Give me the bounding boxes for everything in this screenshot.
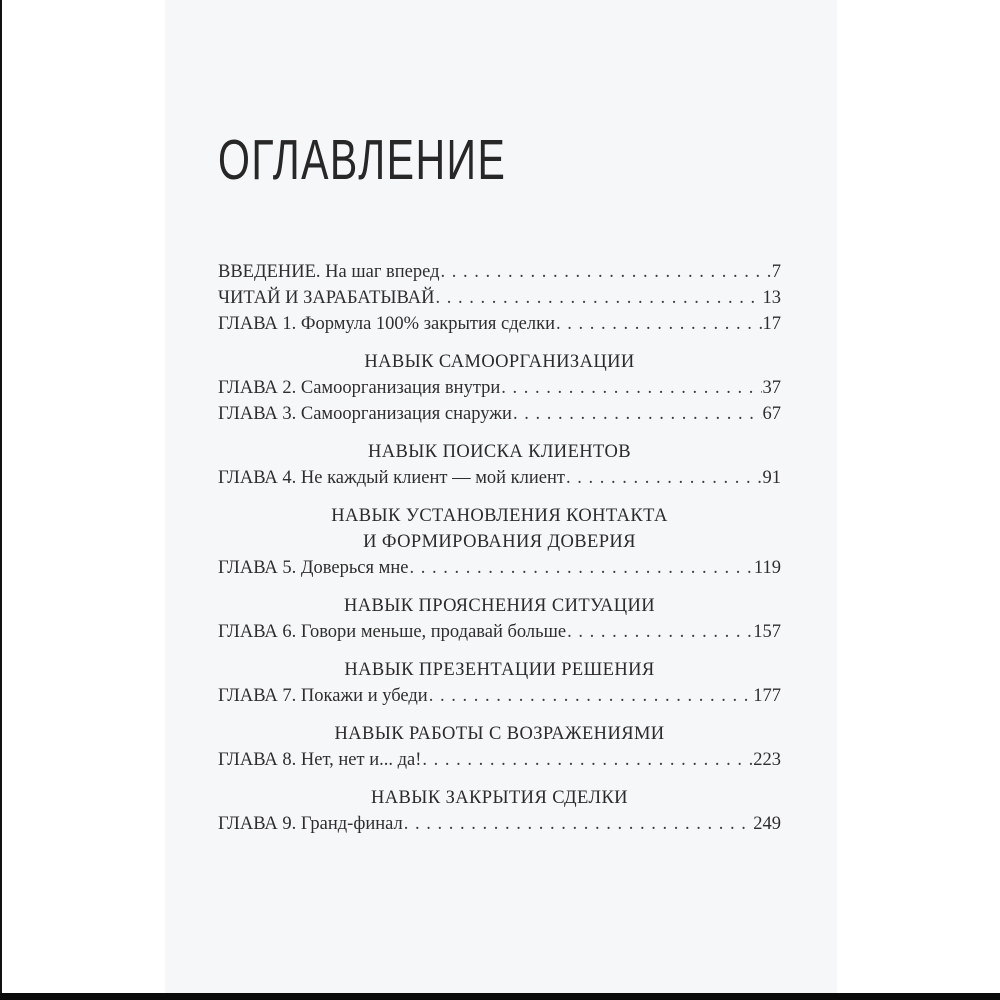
- page-title: ОГЛАВЛЕНИЕ: [218, 128, 507, 192]
- toc-entry-page-number: 177: [753, 686, 781, 706]
- toc-entry: [218, 555, 781, 581]
- toc-section-header-line: И ФОРМИРОВАНИЯ ДОВЕРИЯ: [363, 532, 636, 552]
- toc-entry-label: ГЛАВА 8. Нет, нет и... да!: [218, 750, 422, 770]
- toc-entry: [218, 683, 781, 709]
- toc-section-header-line: НАВЫК УСТАНОВЛЕНИЯ КОНТАКТА: [331, 506, 668, 526]
- book-page: [165, 0, 837, 993]
- bottom-black-bar: [0, 993, 1000, 1000]
- toc-entry: [218, 747, 781, 773]
- toc-entry-label: ЧИТАЙ И ЗАРАБАТЫВАЙ: [218, 288, 435, 308]
- toc-entry: [218, 311, 781, 337]
- toc-entry-page-number: 223: [753, 750, 781, 770]
- toc-list: [218, 259, 781, 837]
- toc-entry-label: ГЛАВА 4. Не каждый клиент — мой клиент: [218, 468, 566, 488]
- toc-entry-page-number: 249: [753, 814, 781, 834]
- toc-section-header-line: НАВЫК РАБОТЫ С ВОЗРАЖЕНИЯМИ: [334, 724, 665, 744]
- toc-entry: [218, 619, 781, 645]
- toc-entry-page-number: 157: [753, 622, 781, 642]
- leader-dots: [501, 375, 761, 401]
- toc-section-header-line: НАВЫК ПОИСКА КЛИЕНТОВ: [368, 442, 631, 462]
- toc-section-header: [218, 503, 781, 555]
- toc-entry: [218, 465, 781, 491]
- toc-section-header: [218, 785, 781, 811]
- toc-section-header-line: НАВЫК ПРЕЗЕНТАЦИИ РЕШЕНИЯ: [344, 660, 655, 680]
- toc-section-header-line: НАВЫК ЗАКРЫТИЯ СДЕЛКИ: [371, 788, 628, 808]
- toc-section-header: [218, 349, 781, 375]
- toc-entry: [218, 375, 781, 401]
- toc-entry: [218, 259, 781, 285]
- leader-dots: [422, 747, 752, 773]
- toc-section-header: [218, 657, 781, 683]
- left-edge-line: [0, 0, 2, 1000]
- toc-entry-page-number: 119: [753, 558, 781, 578]
- toc-entry-page-number: 67: [762, 404, 781, 424]
- toc-entry-page-number: 7: [771, 262, 781, 282]
- toc-section-header: [218, 593, 781, 619]
- toc-entry: [218, 285, 781, 311]
- toc-entry-label: ГЛАВА 3. Самоорганизация снаружи: [218, 404, 512, 424]
- leader-dots: [429, 683, 753, 709]
- leader-dots: [409, 555, 752, 581]
- toc-entry-label: ГЛАВА 9. Гранд-финал: [218, 814, 403, 834]
- leader-dots: [441, 259, 771, 285]
- toc-entry-label: ГЛАВА 7. Покажи и убеди: [218, 686, 428, 706]
- leader-dots: [556, 311, 762, 337]
- toc-section-header-line: НАВЫК САМООРГАНИЗАЦИИ: [364, 352, 635, 372]
- toc-entry-label: ГЛАВА 1. Формула 100% закрытия сделки: [218, 314, 555, 334]
- leader-dots: [513, 401, 762, 427]
- toc-entry-label: ГЛАВА 2. Самоорганизация внутри: [218, 378, 501, 398]
- toc-entry: [218, 811, 781, 837]
- toc-section-header: [218, 439, 781, 465]
- leader-dots: [566, 465, 761, 491]
- toc-entry-label: ВВЕДЕНИЕ. На шаг вперед: [218, 262, 440, 282]
- leader-dots: [404, 811, 753, 837]
- toc-entry-page-number: 13: [762, 288, 781, 308]
- toc-section-header: [218, 721, 781, 747]
- toc-entry-page-number: 17: [762, 314, 781, 334]
- leader-dots: [435, 285, 761, 311]
- toc-entry: [218, 401, 781, 427]
- toc-section-header-line: НАВЫК ПРОЯСНЕНИЯ СИТУАЦИИ: [343, 596, 656, 616]
- toc-entry-page-number: 37: [762, 378, 781, 398]
- leader-dots: [567, 619, 752, 645]
- toc-entry-page-number: 91: [762, 468, 781, 488]
- toc-entry-label: ГЛАВА 6. Говори меньше, продавай больше: [218, 622, 567, 642]
- toc-entry-label: ГЛАВА 5. Доверься мне: [218, 558, 409, 578]
